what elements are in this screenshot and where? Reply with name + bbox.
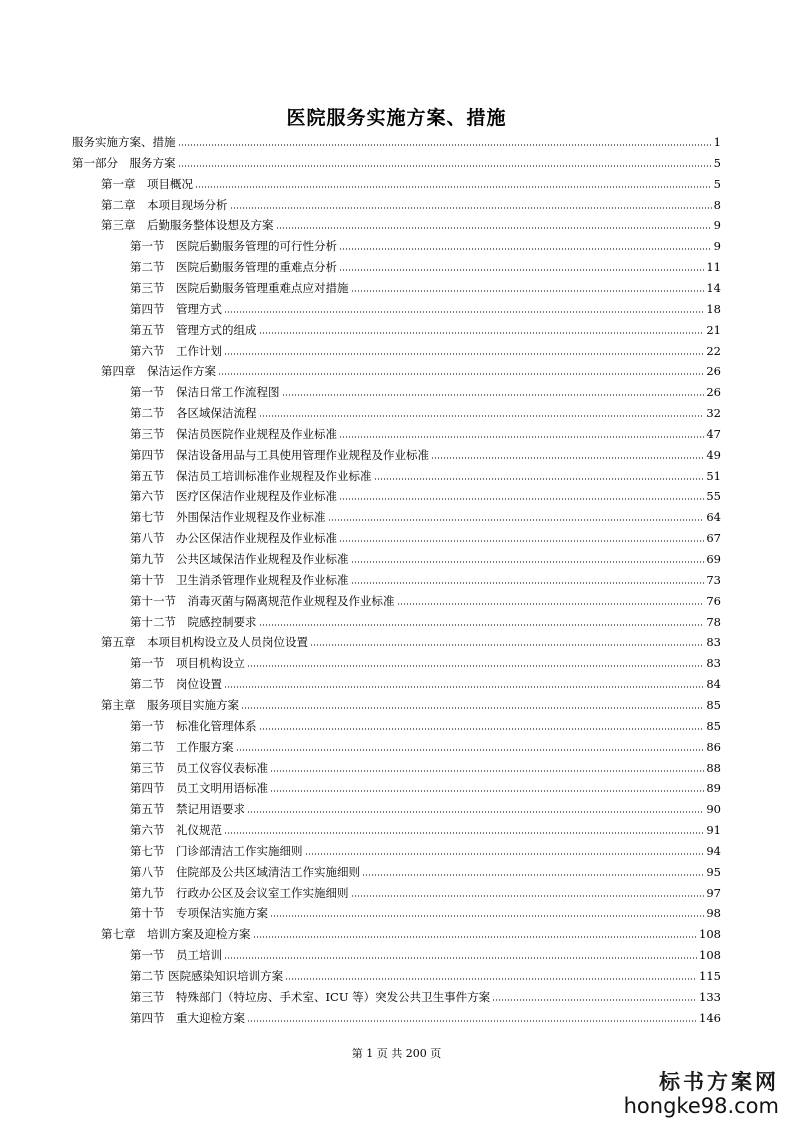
toc-dot-leader xyxy=(492,999,697,1001)
toc-entry[interactable] xyxy=(101,357,721,378)
toc-dot-leader xyxy=(285,978,697,980)
toc-dot-leader xyxy=(259,624,705,626)
toc-dot-leader xyxy=(247,665,704,667)
toc-entry-label: 第三章 后勤服务整体设想及方案 xyxy=(101,218,274,233)
toc-dot-leader xyxy=(236,749,705,751)
toc-entry-label: 第主章 服务项目实施方案 xyxy=(101,697,239,712)
toc-entry-page: 98 xyxy=(706,906,721,921)
toc-entry-page: 55 xyxy=(706,489,721,504)
toc-entry-page: 11 xyxy=(706,260,721,275)
toc-entry-label: 第二节 岗位设置 xyxy=(130,677,222,692)
toc-entry[interactable] xyxy=(130,295,721,316)
toc-dot-leader xyxy=(247,811,704,813)
toc-dot-leader xyxy=(270,790,704,792)
toc-entry[interactable] xyxy=(130,941,721,962)
toc-dot-leader xyxy=(339,248,712,250)
toc-entry[interactable] xyxy=(130,232,721,253)
toc-entry-label: 第十节 卫生消杀管理作业规程及作业标准 xyxy=(130,572,349,587)
toc-dot-leader xyxy=(351,561,705,563)
watermark-brand: 标书方案网 xyxy=(659,1070,779,1094)
toc-dot-leader xyxy=(218,373,704,375)
toc-entry-page: 115 xyxy=(699,969,721,983)
toc-entry-label: 第一节 项目机构设立 xyxy=(130,656,245,671)
toc-entry-label: 第三节 特殊部门（特垃房、手术室、ICU 等）突发公共卫生事件方案 xyxy=(130,989,491,1004)
toc-entry[interactable] xyxy=(130,795,721,816)
toc-entry-page: 5 xyxy=(713,155,721,170)
toc-entry-page: 9 xyxy=(713,239,721,254)
toc-entry-label: 第六节 医疗区保洁作业规程及作业标准 xyxy=(130,489,337,504)
toc-entry[interactable] xyxy=(130,858,721,879)
toc-entry-page: 64 xyxy=(706,510,721,525)
toc-entry-label: 第六节 礼仪规范 xyxy=(130,823,222,838)
toc-dot-leader xyxy=(339,540,704,542)
toc-entry-page: 14 xyxy=(706,280,721,295)
toc-dot-leader xyxy=(224,957,697,959)
toc-entry-page: 5 xyxy=(713,176,721,191)
toc-dot-leader xyxy=(247,1020,697,1022)
toc-entry-label: 第一章 项目概况 xyxy=(101,176,193,191)
toc-entry-label: 第七章 培训方案及迎检方案 xyxy=(101,927,251,942)
toc-entry-page: 51 xyxy=(706,468,721,483)
toc-entry-label: 第三节 保洁员医院作业规程及作业标准 xyxy=(130,426,337,441)
toc-dot-leader xyxy=(397,603,705,605)
toc-dot-leader xyxy=(374,478,705,480)
toc-entry-label: 第一节 员工培训 xyxy=(130,948,222,963)
toc-entry-page: 67 xyxy=(706,531,721,546)
toc-entry[interactable] xyxy=(130,545,721,566)
toc-entry-label: 第七节 门诊部清洁工作实施细则 xyxy=(130,843,303,858)
toc-entry-label: 第二章 本项目现场分析 xyxy=(101,197,228,212)
toc-entry-page: 73 xyxy=(706,572,721,587)
toc-dot-leader xyxy=(259,332,705,334)
toc-dot-leader xyxy=(276,227,712,229)
toc-entry-page: 88 xyxy=(706,760,721,775)
toc-entry-page: 133 xyxy=(699,989,721,1004)
toc-dot-leader xyxy=(351,290,705,292)
toc-entry[interactable] xyxy=(130,462,721,483)
toc-dot-leader xyxy=(362,874,704,876)
toc-entry[interactable] xyxy=(130,420,721,441)
toc-entry-page: 26 xyxy=(706,385,721,400)
toc-entry[interactable] xyxy=(101,170,721,191)
toc-dot-leader xyxy=(241,707,704,709)
toc-entry[interactable] xyxy=(101,191,721,212)
toc-entry[interactable] xyxy=(130,649,721,670)
toc-entry-page: 108 xyxy=(699,927,721,942)
toc-entry-page: 22 xyxy=(706,343,721,358)
toc-entry-page: 26 xyxy=(706,364,721,379)
toc-entry[interactable] xyxy=(101,920,721,941)
toc-dot-leader xyxy=(230,207,712,209)
toc-entry-page: 86 xyxy=(706,739,721,754)
toc-entry-label: 第四节 保洁设备用品与工具使用管理作业规程及作业标准 xyxy=(130,447,429,462)
toc-dot-leader xyxy=(259,728,705,730)
toc-entry-page: 83 xyxy=(706,656,721,671)
toc-dot-leader xyxy=(224,311,704,313)
toc-entry[interactable] xyxy=(130,274,721,295)
toc-entry-page: 91 xyxy=(706,823,721,838)
watermark xyxy=(624,1070,779,1118)
toc-entry-page: 9 xyxy=(713,218,721,233)
toc-entry[interactable] xyxy=(130,399,721,420)
toc-dot-leader xyxy=(339,436,704,438)
toc-entry-page: 18 xyxy=(706,301,721,316)
toc-entry-page: 47 xyxy=(706,426,721,441)
toc-entry-label: 第一部分 服务方案 xyxy=(72,155,176,170)
page-footer: 第 1 页 共 200 页 xyxy=(351,1047,442,1060)
toc-dot-leader xyxy=(282,394,705,396)
toc-entry[interactable] xyxy=(130,316,721,337)
toc-dot-leader xyxy=(328,519,705,521)
toc-dot-leader xyxy=(339,269,704,271)
toc-dot-leader xyxy=(305,853,705,855)
toc-entry-label: 第二节 工作服方案 xyxy=(130,739,234,754)
toc-entry-label: 第二节 医院后勤服务管理的重难点分析 xyxy=(130,260,337,275)
toc-entry[interactable] xyxy=(72,149,721,170)
toc-entry-label: 第一节 保洁日常工作流程图 xyxy=(130,385,280,400)
toc-entry-page: 76 xyxy=(706,593,721,608)
toc-entry[interactable] xyxy=(130,1004,721,1025)
toc-dot-leader xyxy=(431,457,704,459)
toc-entry[interactable] xyxy=(130,482,721,503)
toc-dot-leader xyxy=(224,353,704,355)
toc-dot-leader xyxy=(253,936,698,938)
toc-entry[interactable] xyxy=(130,670,721,691)
toc-dot-leader xyxy=(178,165,712,167)
toc-entry[interactable] xyxy=(130,253,721,274)
toc-entry-page: 8 xyxy=(713,197,721,212)
document-title: 医院服务实施方案、措施 xyxy=(286,107,507,129)
toc-entry-page: 95 xyxy=(706,864,721,879)
toc-entry-label: 第四节 重大迎检方案 xyxy=(130,1010,245,1025)
toc-entry[interactable] xyxy=(101,628,721,649)
toc-dot-leader xyxy=(224,832,704,834)
toc-entry-page: 85 xyxy=(706,718,721,733)
toc-entry-label: 服务实施方案、措施 xyxy=(72,135,176,149)
toc-entry-page: 78 xyxy=(706,614,721,629)
toc-entry-page: 90 xyxy=(706,802,721,817)
toc-entry[interactable] xyxy=(130,774,721,795)
toc-entry[interactable] xyxy=(130,566,721,587)
toc-entry[interactable] xyxy=(130,816,721,837)
toc-entry-label: 第十二节 院感控制要求 xyxy=(130,614,257,629)
toc-entry[interactable] xyxy=(130,899,721,920)
toc-entry-label: 第九节 公共区域保洁作业规程及作业标准 xyxy=(130,552,349,566)
toc-dot-leader xyxy=(270,770,704,772)
toc-entry[interactable] xyxy=(130,503,721,524)
toc-entry-page: 85 xyxy=(706,697,721,712)
toc-entry[interactable] xyxy=(130,524,721,545)
toc-entry[interactable] xyxy=(130,712,721,733)
toc-entry-label: 第二节 医院感染知识培训方案 xyxy=(130,969,284,983)
toc-entry[interactable] xyxy=(101,211,721,232)
toc-dot-leader xyxy=(351,582,705,584)
toc-entry-page: 49 xyxy=(706,447,721,462)
toc-entry-label: 第十一节 消毒灭菌与隔离规范作业规程及作业标准 xyxy=(130,593,395,608)
toc-dot-leader xyxy=(351,895,705,897)
toc-dot-leader xyxy=(310,644,704,646)
toc-entry[interactable] xyxy=(130,587,721,608)
toc-entry-label: 第七节 外围保洁作业规程及作业标准 xyxy=(130,510,326,525)
toc-entry[interactable] xyxy=(130,754,721,775)
toc-entry[interactable] xyxy=(130,983,721,1004)
toc-entry-label: 第四章 保洁运作方案 xyxy=(101,364,216,379)
toc-entry-page: 94 xyxy=(706,843,721,858)
toc-dot-leader xyxy=(224,686,704,688)
toc-dot-leader xyxy=(259,415,705,417)
toc-entry-label: 第五节 管理方式的组成 xyxy=(130,322,257,337)
toc-entry-page: 84 xyxy=(706,677,721,692)
toc-entry[interactable] xyxy=(130,837,721,858)
toc-entry-label: 第一节 标准化管理体系 xyxy=(130,718,257,733)
toc-entry-label: 第三节 员工仪容仪表标准 xyxy=(130,760,268,775)
toc-entry-page: 89 xyxy=(706,781,721,796)
toc-entry-label: 第五章 本项目机构设立及人员岗位设置 xyxy=(101,635,308,650)
toc-entry[interactable] xyxy=(130,378,721,399)
toc-entry-label: 第六节 工作计划 xyxy=(130,343,222,358)
toc-dot-leader xyxy=(178,144,712,146)
toc-entry[interactable] xyxy=(72,128,721,149)
toc-entry-page: 108 xyxy=(699,948,721,963)
toc-entry-label: 第一节 医院后勤服务管理的可行性分析 xyxy=(130,239,337,254)
toc-entry-page: 32 xyxy=(706,406,721,421)
toc-entry-label: 第十节 专项保洁实施方案 xyxy=(130,906,268,921)
watermark-url: hongke98.com xyxy=(623,1094,779,1118)
toc-entry-label: 第四节 员工文明用语标准 xyxy=(130,781,268,796)
toc-entry-page: 69 xyxy=(706,552,721,566)
toc-entry[interactable] xyxy=(130,733,721,754)
toc-entry[interactable] xyxy=(130,962,721,983)
toc-entry-label: 第九节 行政办公区及会议室工作实施细则 xyxy=(130,885,349,900)
toc-dot-leader xyxy=(270,915,704,917)
toc-entry-label: 第八节 办公区保洁作业规程及作业标准 xyxy=(130,531,337,546)
toc-entry[interactable] xyxy=(130,879,721,900)
toc-dot-leader xyxy=(195,186,712,188)
toc-entry-label: 第四节 管理方式 xyxy=(130,301,222,316)
toc-entry-page: 21 xyxy=(706,322,721,337)
toc-entry[interactable] xyxy=(101,691,721,712)
toc-entry-label: 第五节 禁记用语要求 xyxy=(130,802,245,817)
toc-entry-label: 第五节 保洁员工培训标准作业规程及作业标准 xyxy=(130,468,372,483)
toc-entry[interactable] xyxy=(130,608,721,629)
toc-entry-label: 第二节 各区域保洁流程 xyxy=(130,406,257,421)
toc-entry-page: 83 xyxy=(706,635,721,650)
toc-entry-page: 97 xyxy=(706,885,721,900)
toc-entry-page: 146 xyxy=(699,1010,721,1025)
toc-entry[interactable] xyxy=(130,441,721,462)
toc-entry-page: 1 xyxy=(713,135,721,149)
toc-entry[interactable] xyxy=(130,337,721,358)
toc-dot-leader xyxy=(339,498,704,500)
toc-entry-label: 第八节 住院部及公共区域清洁工作实施细则 xyxy=(130,864,360,879)
toc-entry-label: 第三节 医院后勤服务管理重难点应对措施 xyxy=(130,280,349,295)
